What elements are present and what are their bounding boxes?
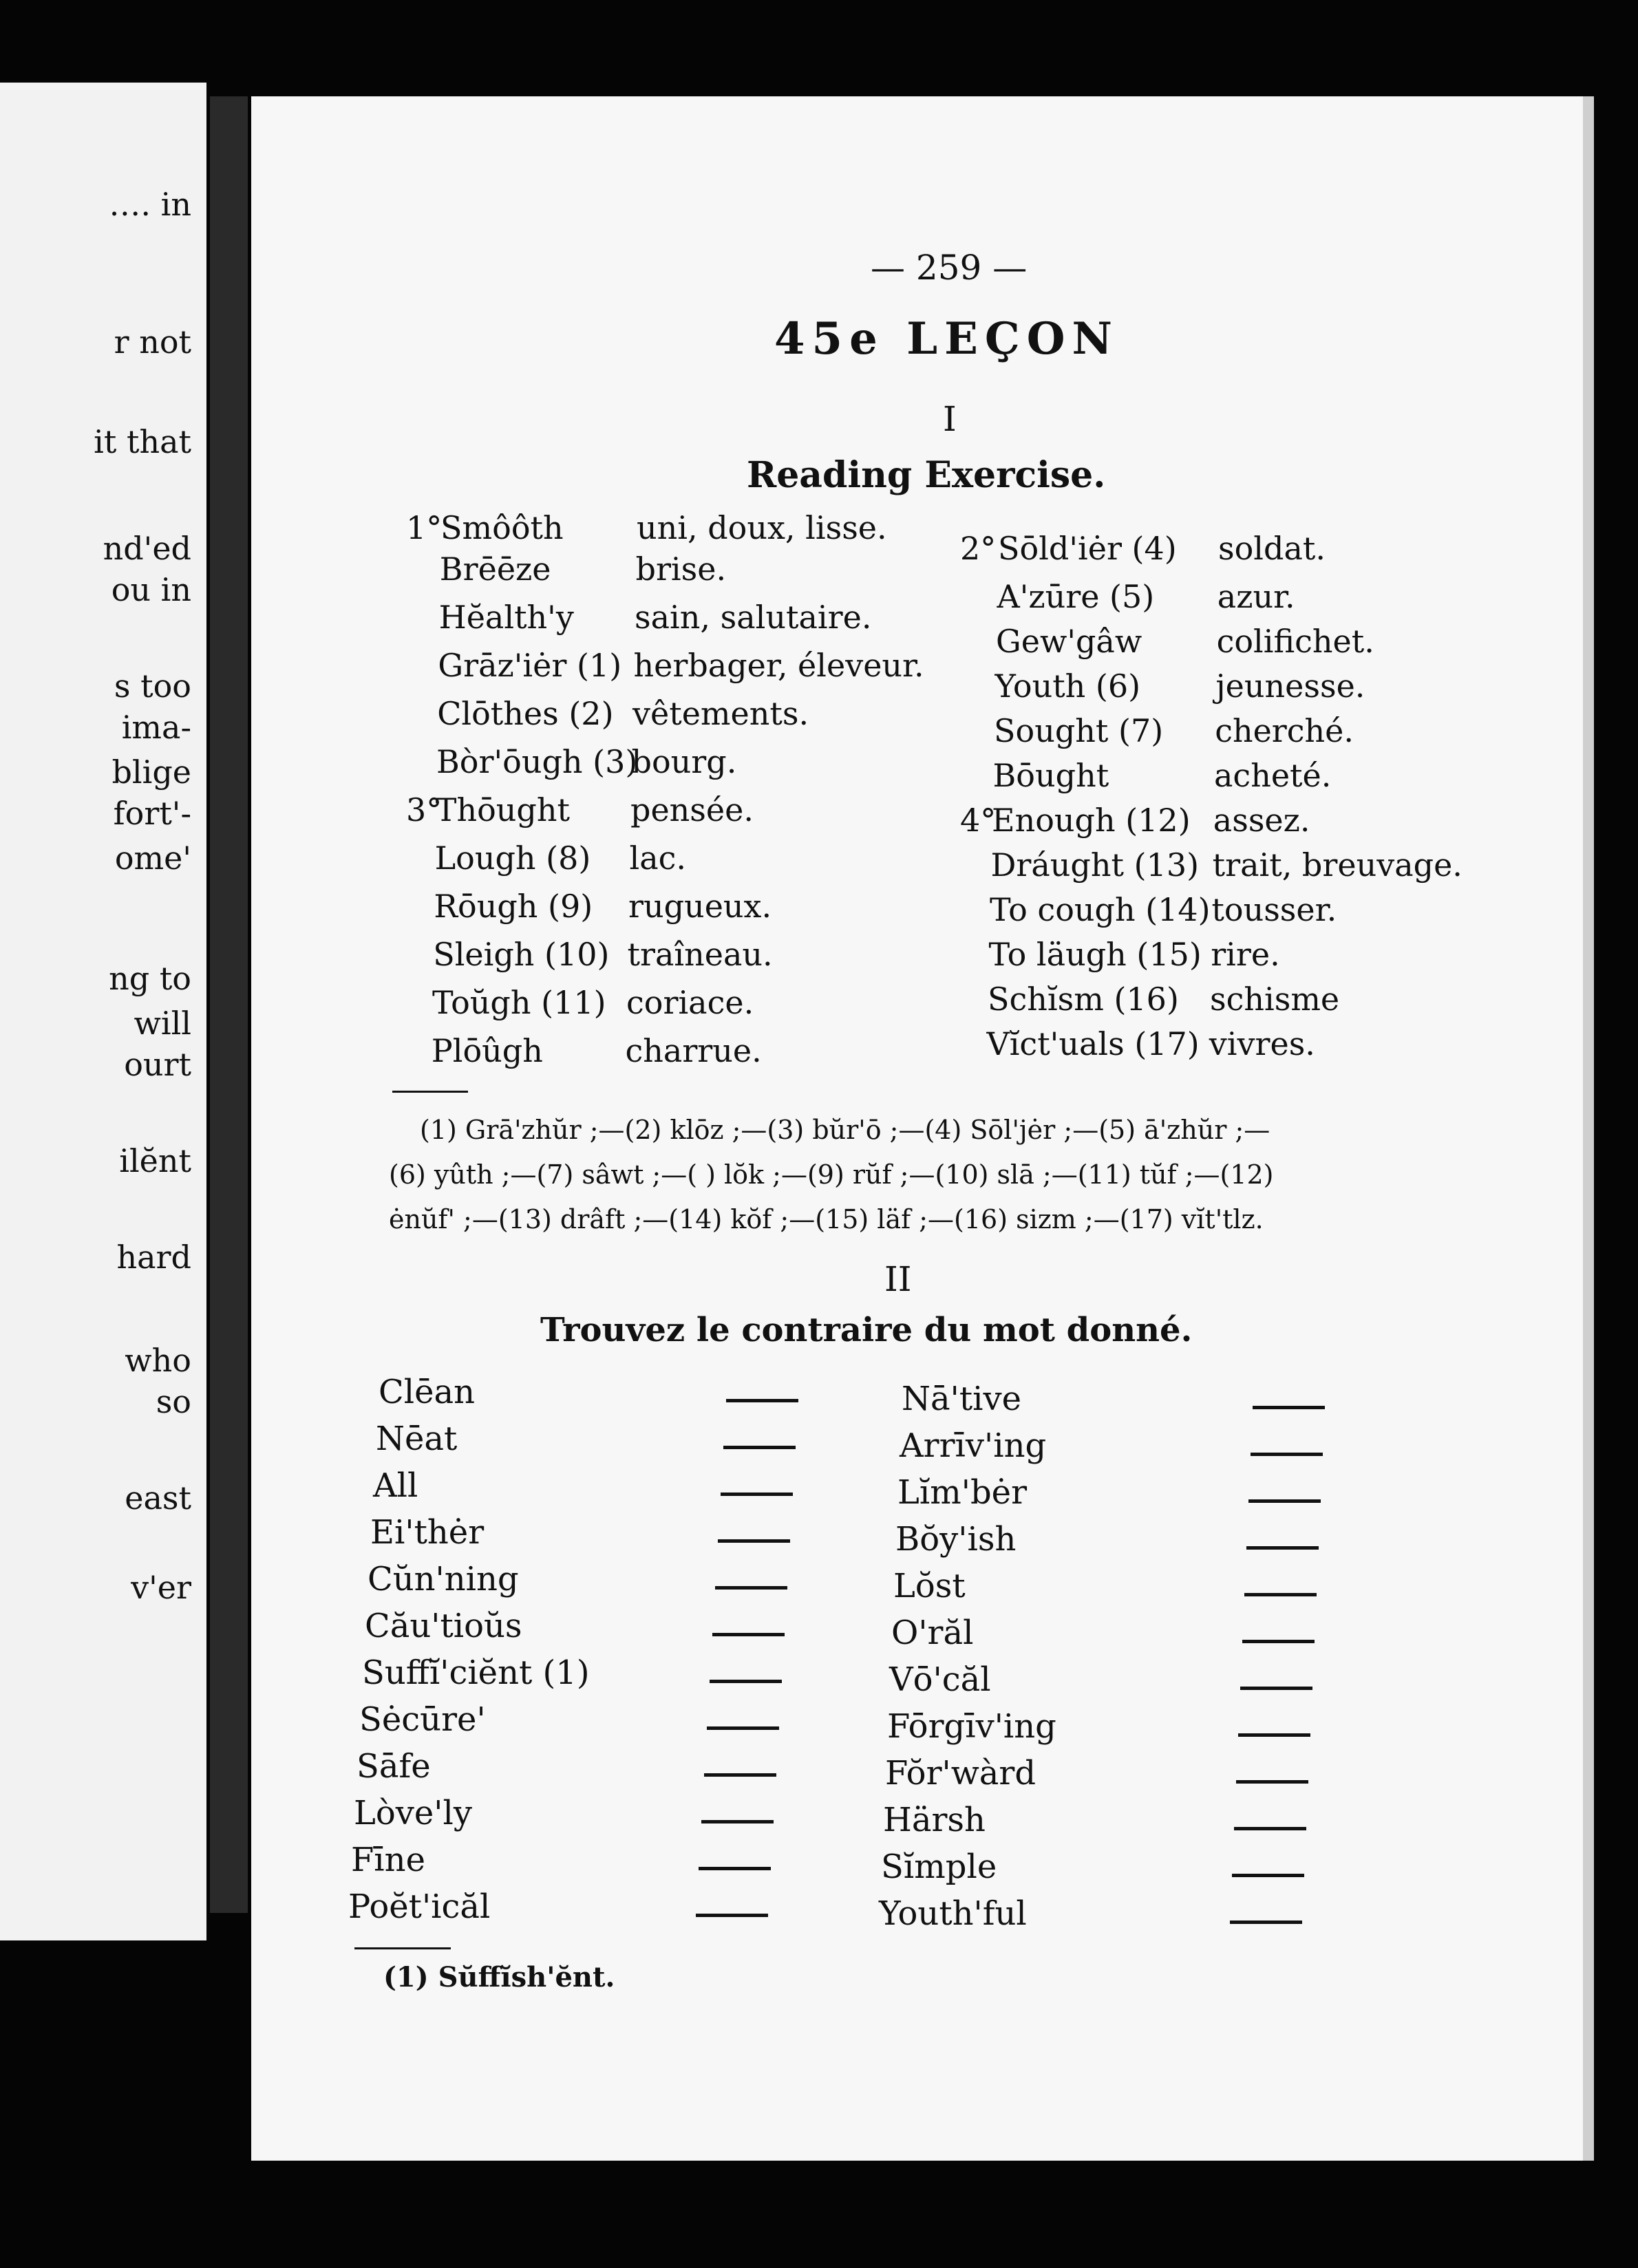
fragment-text: ilĕnt [119, 1142, 191, 1179]
exercise-word: O'răl [891, 1614, 974, 1652]
french-translation: tousser. [1211, 891, 1337, 928]
french-translation: vivres. [1209, 1025, 1315, 1062]
english-word: Sōld'iėr (4) [998, 530, 1177, 567]
fragment-text: so [156, 1383, 191, 1420]
english-word: Smôôth [440, 509, 564, 546]
exercise-word: Lĭm'bėr [897, 1473, 1028, 1512]
fragment-text: will [134, 1005, 191, 1042]
exercise-word: Sāfe [357, 1747, 431, 1786]
french-translation: traîneau. [627, 936, 773, 973]
exercise-word: Bŏy'ish [895, 1520, 1017, 1559]
exercise-word: Poĕt'icăl [348, 1887, 491, 1926]
french-translation: vêtements. [632, 695, 809, 732]
answer-blank [1230, 1921, 1302, 1924]
answer-blank [723, 1446, 796, 1449]
french-translation: bourg. [631, 743, 737, 780]
english-word: Clōthes (2) [437, 695, 614, 732]
french-translation: acheté. [1214, 757, 1332, 794]
answer-blank [701, 1820, 774, 1823]
answer-blank [1253, 1406, 1325, 1409]
french-translation: sain, salutaire. [635, 599, 872, 636]
french-translation: lac. [629, 839, 687, 877]
french-translation: rugueux. [628, 888, 772, 925]
english-word: Toŭgh (11) [432, 984, 606, 1021]
fragment-text: s too [114, 667, 191, 705]
answer-blank [1246, 1546, 1319, 1550]
fragment-text: who [125, 1342, 191, 1379]
fragment-text: ng to [109, 960, 191, 997]
divider [392, 1091, 468, 1093]
answer-blank [1242, 1640, 1315, 1643]
english-word: Bòr'ōugh (3) [436, 743, 638, 780]
english-word: Sought (7) [994, 712, 1164, 749]
pronunciation-note: (1) Grā'zhŭr ;—(2) klōz ;—(3) bŭr'ō ;—(4) Sōl'jėr ;—(5) ā'zhŭr ;— [420, 1115, 1270, 1145]
answer-blank [704, 1773, 776, 1777]
fragment-text: nd'ed [103, 530, 191, 567]
answer-blank [718, 1539, 790, 1543]
english-word: Hĕalth'y [438, 599, 574, 636]
entry-number: 4° [960, 802, 997, 839]
answer-blank [699, 1867, 771, 1870]
section-one-title: Reading Exercise. [747, 454, 1106, 496]
section-two-numeral: II [884, 1259, 912, 1299]
french-translation: soldat. [1218, 530, 1326, 567]
exercise-word: Vō'căl [889, 1660, 991, 1699]
exercise-word: Sĭmple [881, 1848, 997, 1886]
exercise-word: Ei'thėr [370, 1513, 485, 1552]
french-translation: assez. [1213, 802, 1310, 839]
exercise-word: Lòve'ly [354, 1794, 472, 1832]
answer-blank [1236, 1780, 1308, 1784]
french-translation: azur. [1217, 578, 1295, 615]
french-translation: colifichet. [1216, 623, 1374, 660]
french-translation: rire. [1211, 936, 1280, 973]
french-translation: cherché. [1215, 712, 1354, 749]
fragment-text: ome' [114, 839, 191, 877]
exercise-word: Sėcūre' [359, 1700, 486, 1739]
previous-page-fragment [0, 83, 206, 1940]
french-translation: schisme [1210, 981, 1340, 1018]
page-gutter [210, 96, 248, 1913]
french-translation: brise. [635, 550, 727, 588]
entry-number: 2° [960, 530, 997, 567]
exercise-word: Nā'tive [902, 1380, 1021, 1418]
exercise-word: Fŏr'wàrd [885, 1754, 1036, 1793]
exercise-word: Cŭn'ning [368, 1560, 519, 1598]
divider [354, 1947, 451, 1949]
english-word: Lough (8) [434, 839, 591, 877]
french-translation: charrue. [625, 1032, 762, 1069]
english-word: To läugh (15) [988, 936, 1202, 973]
answer-blank [1234, 1827, 1306, 1830]
answer-blank [1244, 1593, 1317, 1596]
fragment-text: r not [114, 323, 191, 361]
english-word: Dráught (13) [990, 846, 1200, 884]
page-number: — 259 — [871, 248, 1028, 288]
english-word: Plōûgh [431, 1032, 543, 1069]
answer-blank [721, 1493, 793, 1496]
fragment-text: it that [94, 423, 191, 460]
exercise-word: Youth'ful [879, 1894, 1027, 1933]
answer-blank [707, 1726, 779, 1730]
exercise-word: Arrīv'ing [900, 1426, 1047, 1465]
pronunciation-note: ėnŭf' ;—(13) drâft ;—(14) kŏf ;—(15) läf ;—(16) sizm ;—(17) vĭt'tlz. [389, 1204, 1264, 1234]
english-word: Gew'gâw [996, 623, 1142, 660]
section-one-numeral: I [943, 399, 957, 439]
fragment-text: …. in [109, 186, 191, 223]
french-translation: jeunesse. [1215, 667, 1365, 705]
answer-blank [1238, 1733, 1310, 1737]
exercise-word: Suffĭ'ciĕnt (1) [362, 1654, 590, 1692]
english-word: A'zūre (5) [997, 578, 1155, 615]
answer-blank [712, 1633, 785, 1636]
answer-blank [715, 1586, 787, 1590]
exercise-word: Fīne [351, 1841, 425, 1879]
fragment-text: fort'- [113, 795, 191, 832]
english-word: Brēēze [439, 550, 551, 588]
answer-blank [710, 1680, 782, 1683]
fragment-text: v'er [131, 1569, 191, 1606]
answer-blank [1251, 1453, 1323, 1456]
french-translation: pensée. [630, 791, 754, 828]
english-word: Youth (6) [994, 667, 1141, 705]
fragment-text: east [125, 1479, 191, 1517]
exercise-word: All [373, 1466, 418, 1505]
exercise-word: Nēat [376, 1420, 458, 1458]
answer-blank [696, 1914, 768, 1917]
book-page [251, 96, 1594, 2161]
fragment-text: ou in [111, 571, 191, 608]
entry-number: 3° [406, 791, 443, 828]
exercise-word: Lŏst [893, 1567, 966, 1605]
french-translation: uni, doux, lisse. [637, 509, 887, 546]
french-translation: trait, breuvage. [1212, 846, 1462, 884]
english-word: Enough (12) [992, 802, 1191, 839]
english-word: Grāz'iėr (1) [438, 647, 622, 684]
fragment-text: hard [116, 1239, 191, 1276]
answer-blank [1240, 1687, 1312, 1690]
answer-blank [726, 1399, 798, 1402]
english-word: Vĭct'uals (17) [986, 1025, 1200, 1062]
exercise-word: Cău'tioŭs [365, 1607, 522, 1645]
section-two-title: Trouvez le contraire du mot donné. [540, 1311, 1193, 1349]
pronunciation-note: (6) yûth ;—(7) sâwt ;—( ) lŏk ;—(9) rŭf ;—(10) slā ;—(11) tŭf ;—(12) [389, 1159, 1274, 1190]
english-word: Rōugh (9) [434, 888, 593, 925]
english-word: Thōught [435, 791, 570, 828]
entry-number: 1° [406, 509, 443, 546]
exercise-word: Fōrgīv'ing [887, 1707, 1056, 1746]
exercise-word: Härsh [883, 1801, 986, 1839]
footnote: (1) Sŭffĭsh'ĕnt. [383, 1961, 615, 1993]
answer-blank [1232, 1874, 1304, 1877]
fragment-text: ima- [121, 709, 191, 746]
answer-blank [1248, 1499, 1321, 1503]
lesson-title: 45e LEÇON [774, 313, 1120, 365]
english-word: Sleigh (10) [433, 936, 610, 973]
exercise-word: Clēan [379, 1373, 476, 1411]
english-word: To cough (14) [990, 891, 1211, 928]
fragment-text: blige [111, 753, 191, 791]
french-translation: coriace. [626, 984, 754, 1021]
french-translation: herbager, éleveur. [633, 647, 924, 684]
english-word: Schĭsm (16) [988, 981, 1179, 1018]
fragment-text: ourt [124, 1046, 191, 1083]
english-word: Bōught [992, 757, 1109, 794]
